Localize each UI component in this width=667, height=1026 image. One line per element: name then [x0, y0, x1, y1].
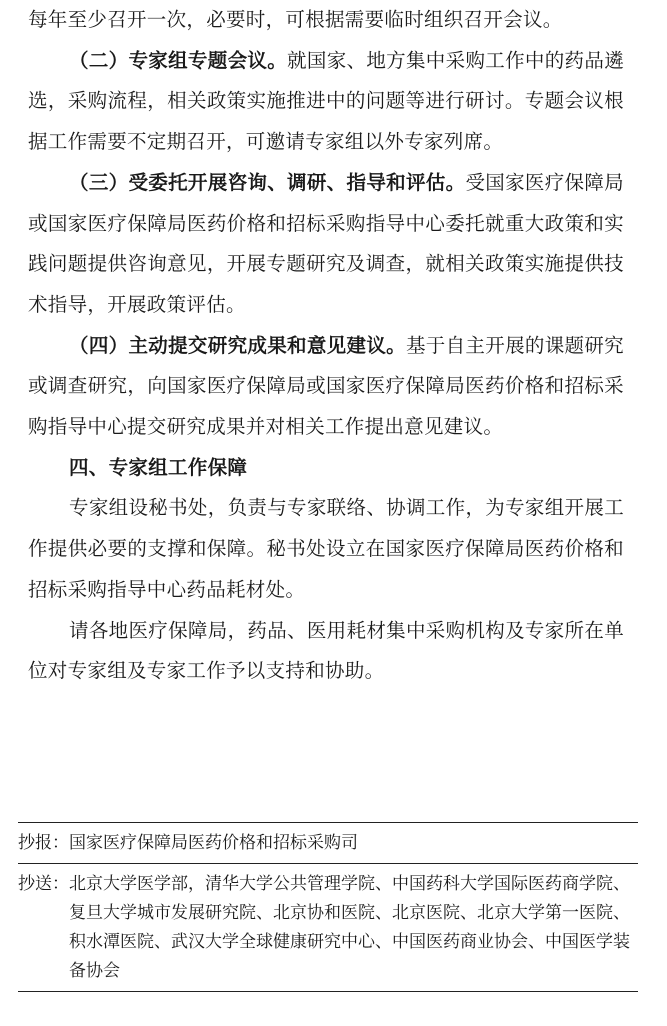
paragraph-consulting [28, 163, 624, 326]
paragraph-text: 基于自主开展的课题研究或调查研究，向国家医疗保障局或国家医疗保障局医药价格和招标采购指导中心提交研究成果并对相关工作提出意见建议。 [28, 333, 624, 439]
distribution-footer [18, 822, 638, 992]
paragraph-lead: （三）受委托开展咨询、调研、指导和评估。 [69, 170, 466, 194]
cc-recipients: 国家医疗保障局医药价格和招标采购司 [69, 833, 358, 853]
cc-row [18, 823, 638, 863]
paragraph-text: 就国家、地方集中采购工作中的药品遴选，采购流程，相关政策实施推进中的问题等进行研讨。专题会议根据工作需要不定期召开，可邀请专家组以外专家列席。 [28, 48, 624, 154]
section-heading: 四、专家组工作保障 [69, 455, 248, 479]
paragraph-research-submission [28, 326, 624, 448]
send-label: 抄送： [18, 874, 69, 894]
send-row [18, 864, 638, 991]
paragraph-secretariat: 专家组设秘书处，负责与专家联络、协调工作，为专家组开展工作提供必要的支撑和保障。秘书处设立在国家医疗保障局医药价格和招标采购指导中心药品耗材处。 [28, 496, 624, 601]
document-body [28, 0, 624, 692]
send-recipients: 北京大学医学部，清华大学公共管理学院、中国药科大学国际医药商学院、复旦大学城市发展研究院、北京协和医院、北京医院、北京大学第一医院、积水潭医院、武汉大学全球健康研究中心、中国医药商业协会、中国医学装备协会 [69, 874, 630, 981]
paragraph-text: 受国家医疗保障局或国家医疗保障局医药价格和招标采购指导中心委托就重大政策和实践问题提供咨询意见，开展专题研究及调查，就相关政策实施提供技术指导，开展政策评估。 [28, 170, 624, 316]
paragraph-support-request: 请各地医疗保障局，药品、医用耗材集中采购机构及专家所在单位对专家组及专家工作予以支持和协助。 [28, 618, 624, 683]
paragraph-lead: （四）主动提交研究成果和意见建议。 [69, 333, 406, 357]
cc-label: 抄报： [18, 833, 69, 853]
paragraph-lead: （二）专家组专题会议。 [69, 48, 288, 72]
footer-bottom-rule [18, 991, 638, 992]
paragraph-meeting-frequency: 每年至少召开一次，必要时，可根据需要临时组织召开会议。 [28, 8, 563, 31]
paragraph-special-meetings [28, 41, 624, 163]
